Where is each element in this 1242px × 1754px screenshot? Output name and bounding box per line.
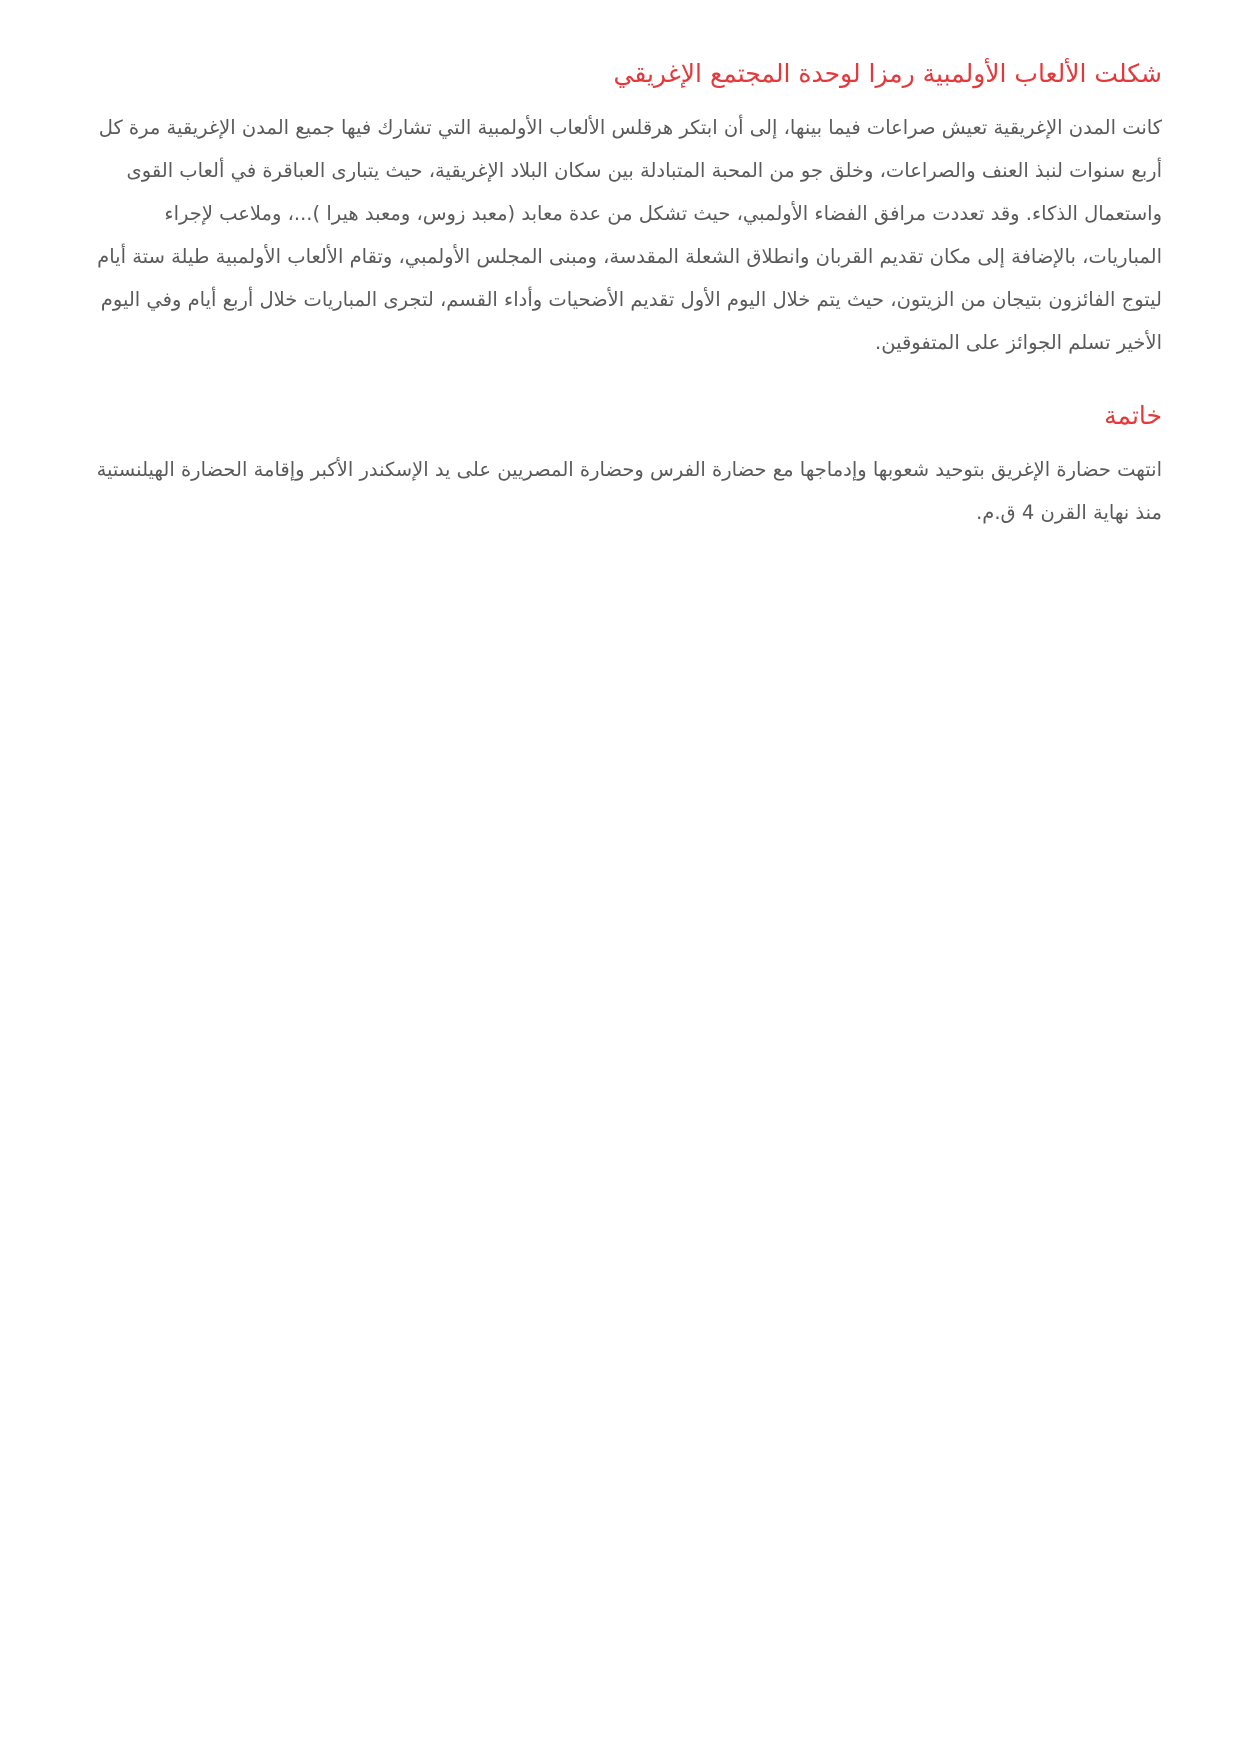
section-heading: شكلت الألعاب الأولمبية رمزا لوحدة المجتمع الإغريقي bbox=[613, 59, 1162, 88]
section-paragraph: كانت المدن الإغريقية تعيش صراعات فيما بينها، إلى أن ابتكر هرقلس الألعاب الأولمبية التي تشارك فيها جميع المدن الإغريقية مرة كل أربع سنوات لنبذ العنف والصراعات، وخلق جو من المحبة المتبادلة بين سكان البلاد الإغريقية، حيث يتبارى العباقرة في ألعاب القوى واستعمال الذكاء. وقد تعددت مرافق الفضاء الأولمبي، حيث تشكل من عدة معابد (معبد زوس، ومعبد هيرا )...، وملاعب لإجراء المباريات، بالإضافة إلى مكان تقديم القربان وانطلاق الشعلة المقدسة، ومبنى المجلس الأولمبي، وتقام الألعاب الأولمبية طيلة ستة أيام ليتوج الفائزون بتيجان من الزيتون، حيث يتم خلال اليوم الأول تقديم الأضحيات وأداء القسم، لتجرى المباريات خلال أربع أيام وفي اليوم الأخير تسلم الجوائز على المتفوقين. bbox=[97, 116, 1162, 354]
section-conclusion bbox=[80, 394, 1162, 534]
section-heading: خاتمة bbox=[1104, 401, 1162, 430]
section-olympic-games bbox=[80, 52, 1162, 364]
section-paragraph: انتهت حضارة الإغريق بتوحيد شعوبها وإدماجها مع حضارة الفرس وحضارة المصريين على يد الإسكندر الأكبر وإقامة الحضارة الهيلنستية منذ نهاية القرن 4 ق.م. bbox=[96, 458, 1162, 524]
